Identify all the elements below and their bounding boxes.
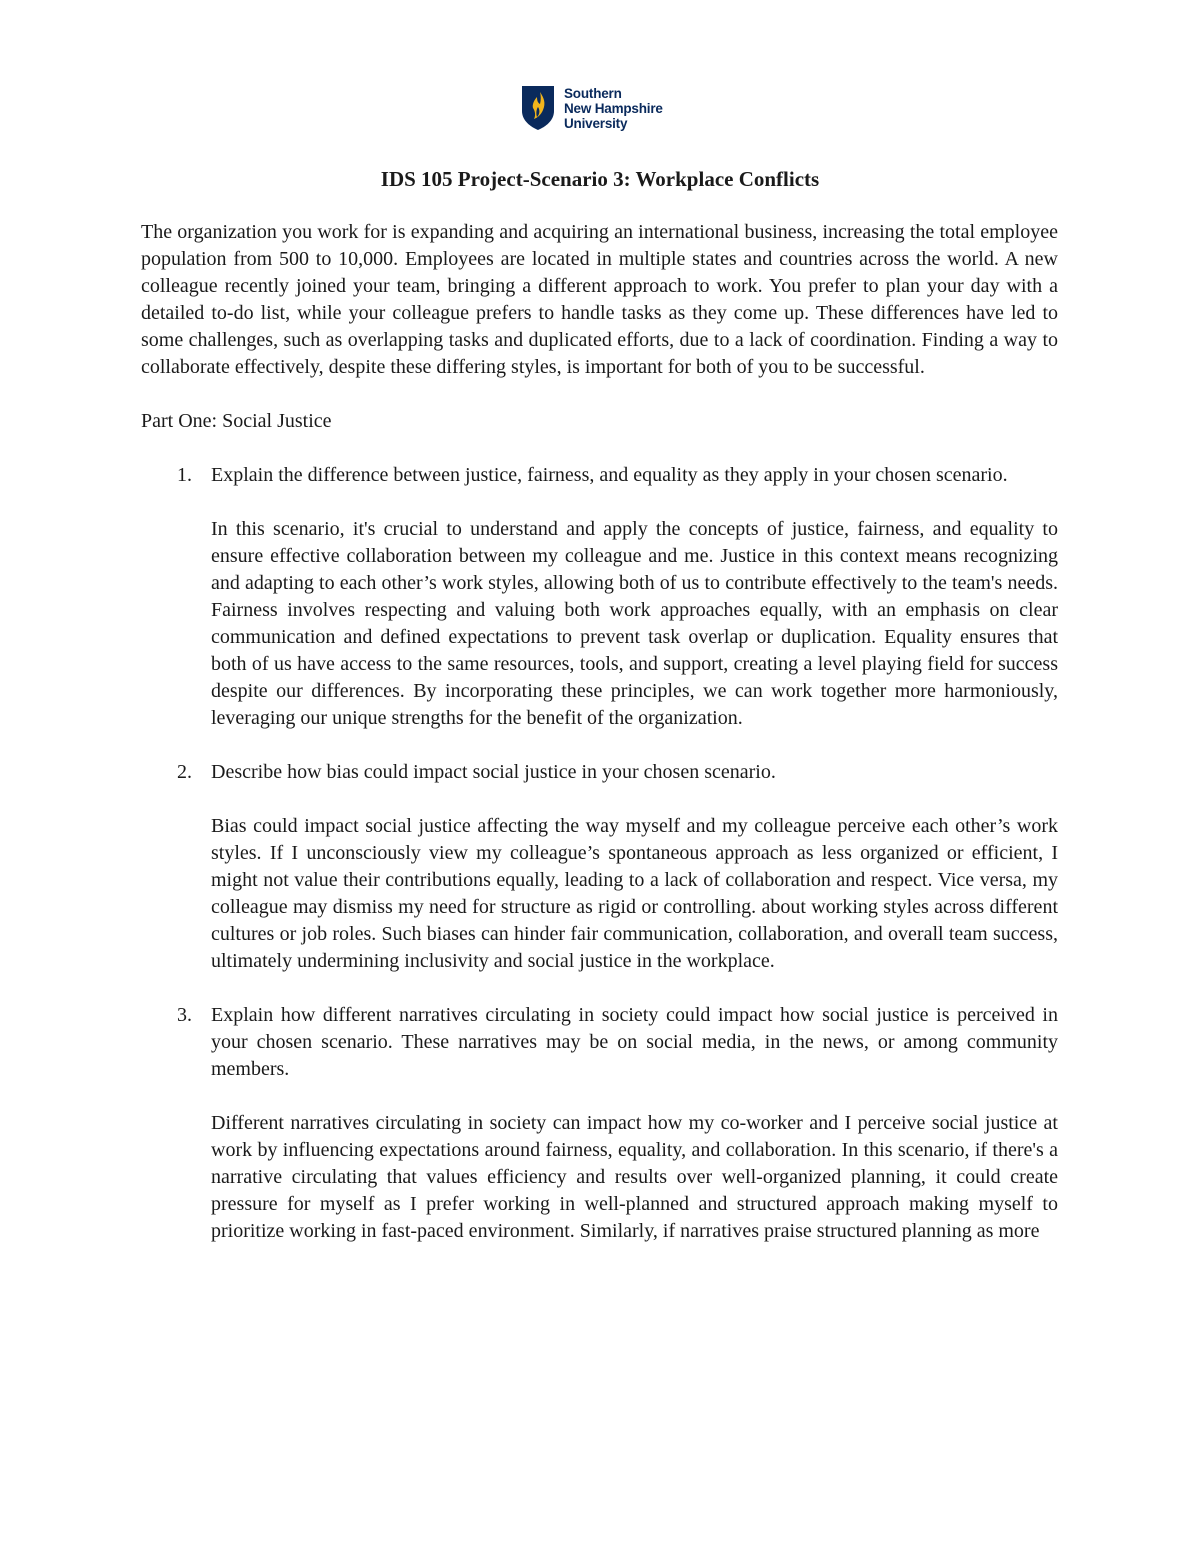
question-prompt: Explain how different narratives circulating in society could impact how social justice is perceived in your chosen scenario. These narratives may be on social media, in the news, or among community members. [211, 1004, 1058, 1080]
scenario-intro: The organization you work for is expanding and acquiring an international business, increasing the total employee population from 500 to 10,000. Employees are located in multiple states and countries across the world. A new colleague recently joined your team, bringing a different approach to work. You prefer to plan your day with a detailed to-do list, while your colleague prefers to handle tasks as they come up. These differences have led to some challenges, such as overlapping tasks and duplicated efforts, due to a lack of coordination. Finding a way to collaborate effectively, despite these differing styles, is important for both of you to be successful. [141, 221, 1058, 378]
question-item-2 [141, 759, 1058, 975]
question-number: 1. [177, 464, 192, 486]
question-number: 2. [177, 761, 192, 783]
question-prompt: Explain the difference between justice, fairness, and equality as they apply in your chosen scenario. [211, 464, 1008, 486]
document-body [141, 219, 1058, 1272]
logo-line-1: Southern [564, 85, 622, 101]
question-answer: In this scenario, it's crucial to understand and apply the concepts of justice, fairness, and equality to ensure effective collaboration between my colleague and me. Justice in this context means recognizing and adapting to each other’s work styles, allowing both of us to contribute effectively to the team's needs. Fairness involves respecting and valuing both work approaches equally, with an emphasis on clear communication and defined expectations to prevent task overlap or duplication. Equality ensures that both of us have access to the same resources, tools, and support, creating a level playing field for success despite our differences. By incorporating these principles, we can work together more harmoniously, leveraging our unique strengths for the benefit of the organization. [211, 518, 1058, 729]
document-title: IDS 105 Project-Scenario 3: Workplace Conflicts [380, 167, 820, 191]
question-prompt: Describe how bias could impact social justice in your chosen scenario. [211, 761, 776, 783]
university-logo [521, 84, 691, 132]
logo-line-3: University [564, 115, 628, 131]
question-item-1 [141, 462, 1058, 732]
part-one-heading: Part One: Social Justice [141, 410, 332, 432]
logo-wordmark [564, 86, 663, 131]
logo-line-2: New Hampshire [564, 100, 663, 116]
question-item-3 [141, 1002, 1058, 1245]
question-answer: Bias could impact social justice affecting the way myself and my colleague perceive each other’s work styles. If I unconsciously view my colleague’s spontaneous approach as less organized or efficient, I might not value their contributions equally, leading to a lack of collaboration and respect. Vice versa, my colleague may dismiss my need for structure as rigid or controlling. about working styles across different cultures or job roles. Such biases can hinder fair communication, collaboration, and overall team success, ultimately undermining inclusivity and social justice in the workplace. [211, 815, 1058, 972]
question-answer: Different narratives circulating in society can impact how my co-worker and I perceive social justice at work by influencing expectations around fairness, equality, and collaboration. In this scenario, if there's a narrative circulating that values efficiency and results over well-organized planning, it could create pressure for myself as I prefer working in well-planned and structured approach making myself to prioritize working in fast-paced environment. Similarly, if narratives praise structured planning as more [211, 1112, 1058, 1242]
shield-flame-icon [521, 85, 555, 131]
question-number: 3. [177, 1004, 192, 1026]
